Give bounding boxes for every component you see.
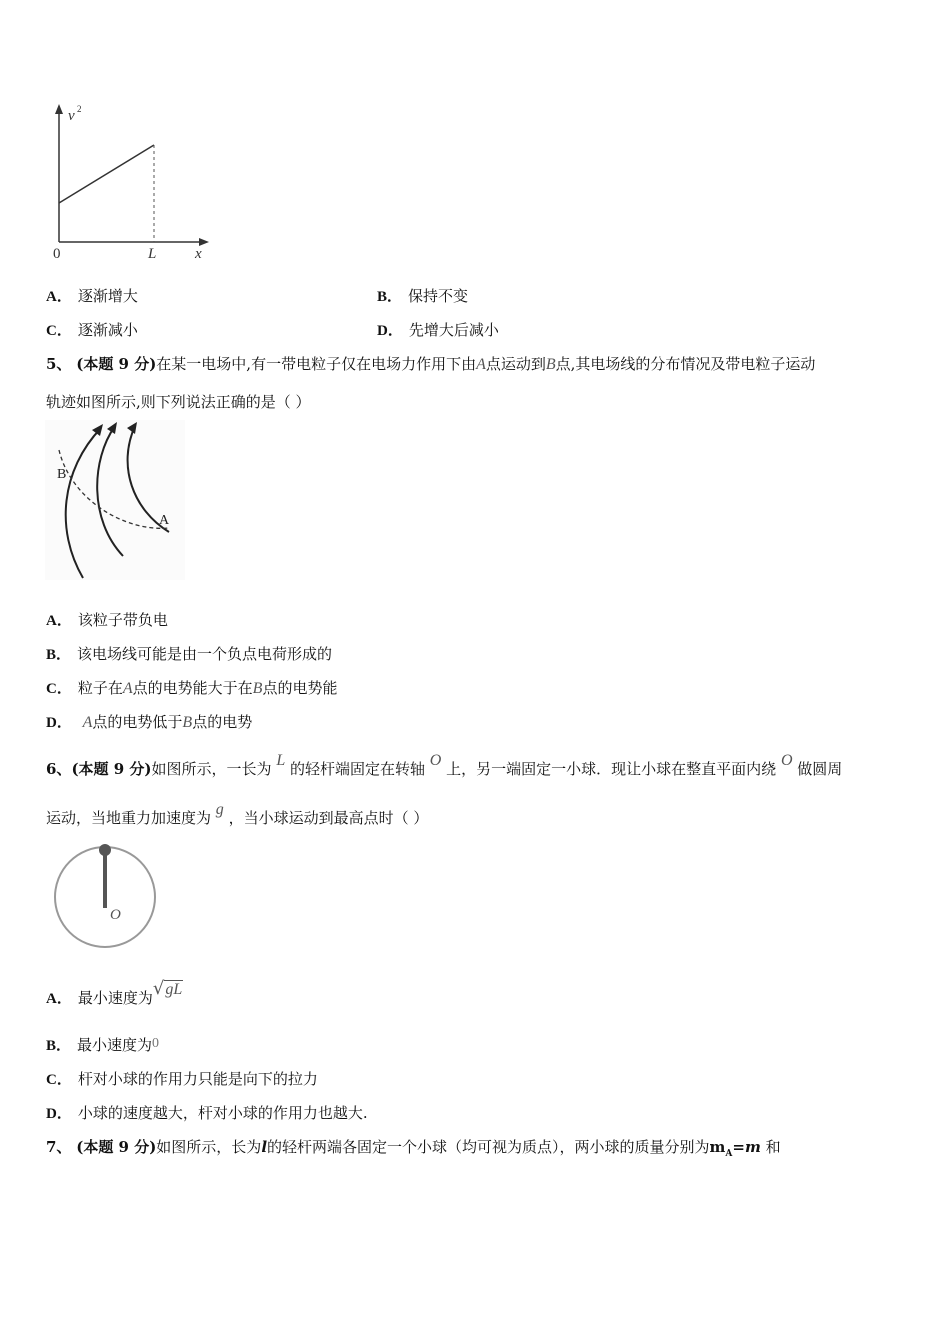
option-text: 小球的速度越大，杆对小球的作用力也越大. <box>77 1104 368 1122</box>
q7-stem-text: 和 <box>760 1138 781 1156</box>
point-a-label: A <box>159 513 170 528</box>
q5-stem-text: 在某一电场中,有一带电粒子仅在电场力作用下由 <box>156 355 477 373</box>
q7-score: (本题 9 分) <box>76 1138 157 1156</box>
formula-gl: gL <box>165 981 183 998</box>
option-letter: C． <box>46 681 72 697</box>
var-a: A <box>122 680 133 697</box>
option-text: 点的电势能大于在 <box>132 679 253 697</box>
option-text: 该粒子带负电 <box>77 611 168 629</box>
q5-number: 5、 <box>46 355 72 373</box>
var-a: A <box>82 714 93 731</box>
mass-symbol: m <box>709 1138 726 1156</box>
var-o: O <box>429 752 442 769</box>
option-text: 先增大后减小 <box>408 321 499 339</box>
option-text: 点的电势能 <box>262 679 338 697</box>
q5-option-c[interactable] <box>46 678 337 699</box>
v2-line <box>59 145 154 203</box>
y-axis-arrow <box>55 104 63 114</box>
sqrt-sign: √ <box>152 978 165 999</box>
option-letter: A． <box>46 991 72 1007</box>
var-b: B <box>545 356 556 373</box>
x-axis-arrow <box>199 238 209 246</box>
x-mark-label: L <box>148 246 157 260</box>
q4-option-d[interactable] <box>377 320 499 341</box>
q5-stem-line2: 轨迹如图所示,则下列说法正确的是（ ） <box>46 393 311 411</box>
q5-option-a[interactable] <box>46 610 168 631</box>
q5-stem-text: 点运动到 <box>485 355 546 373</box>
sqrt-formula <box>153 980 183 998</box>
origin-label: 0 <box>53 246 61 260</box>
q6-option-b[interactable] <box>46 1035 159 1057</box>
option-letter: A． <box>46 289 72 305</box>
mass-subscript: A <box>725 1149 733 1159</box>
q5-option-d[interactable] <box>46 712 252 733</box>
var-g: g <box>215 801 224 818</box>
option-text: 逐渐减小 <box>77 321 138 339</box>
option-letter: B． <box>46 647 72 663</box>
option-letter: C． <box>46 1072 72 1088</box>
option-text: 逐渐增大 <box>77 287 138 305</box>
q6-stem-line1 <box>46 752 843 780</box>
option-letter: B． <box>46 1038 72 1054</box>
q5-stem-line1 <box>46 354 815 375</box>
v2-x-graph <box>44 100 219 260</box>
q6-score: (本题 9 分) <box>71 760 152 778</box>
q6-option-c[interactable] <box>46 1069 318 1090</box>
q6-stem-text: 的轻杆端固定在转轴 <box>290 760 426 778</box>
option-letter: D． <box>377 323 403 339</box>
y-axis-label-sup: 2 <box>77 104 82 114</box>
option-text: 最小速度为 <box>77 1036 153 1054</box>
q6-stem-text: 上，另一端固定一小球．现让小球在整直平面内绕 <box>446 760 777 778</box>
q4-option-a[interactable] <box>46 286 138 307</box>
equals-sign: = <box>732 1138 745 1156</box>
option-letter: C． <box>46 323 72 339</box>
q7-stem-text: 的轻杆两端各固定一个小球（均可视为质点），两小球的质量分别为 <box>267 1138 710 1156</box>
var-l: L <box>276 752 286 769</box>
q7-stem-text: 如图所示，长为 <box>156 1138 262 1156</box>
var-a: A <box>476 356 486 373</box>
var-b: B <box>252 680 263 697</box>
q4-option-b[interactable] <box>377 286 468 307</box>
q6-stem-text: 运动，当地重力加速度为 <box>46 809 212 827</box>
q6-option-a[interactable] <box>46 978 183 1009</box>
q4-option-c[interactable] <box>46 320 138 341</box>
option-text: 杆对小球的作用力只能是向下的拉力 <box>77 1070 318 1088</box>
q5-stem-text: 点,其电场线的分布情况及带电粒子运动 <box>555 355 816 373</box>
q5-option-b[interactable] <box>46 644 332 665</box>
mass-value: m <box>744 1138 761 1156</box>
q7-stem-line1 <box>46 1137 781 1164</box>
option-text: 点的电势低于 <box>92 713 183 731</box>
point-b-label: B <box>57 467 67 482</box>
axis-o-label: O <box>110 907 121 923</box>
var-b: B <box>182 714 193 731</box>
q6-number: 6、 <box>46 760 72 778</box>
q7-number: 7、 <box>46 1138 72 1156</box>
q6-stem-line2 <box>46 801 429 829</box>
option-letter: D． <box>46 1106 72 1122</box>
circular-motion-figure <box>50 840 160 955</box>
option-text: 点的电势 <box>192 713 253 731</box>
var-l: l <box>261 1138 268 1156</box>
option-text: 粒子在 <box>77 679 123 697</box>
electric-field-figure <box>45 420 185 580</box>
option-text: 保持不变 <box>408 287 469 305</box>
x-axis-label: x <box>195 246 202 260</box>
option-letter: B． <box>377 289 403 305</box>
q6-option-d[interactable] <box>46 1103 368 1124</box>
q6-stem-text: 做圆周 <box>797 760 843 778</box>
var-o: O <box>780 752 793 769</box>
option-text: 最小速度为 <box>77 989 153 1007</box>
q6-stem-text: 如图所示，一长为 <box>151 760 272 778</box>
y-axis-label: v <box>68 108 75 124</box>
option-text: 该电场线可能是由一个负点电荷形成的 <box>77 645 333 663</box>
q5-score: (本题 9 分) <box>76 355 157 373</box>
value-zero: 0 <box>152 1036 160 1051</box>
option-letter: A． <box>46 613 72 629</box>
option-letter: D． <box>46 715 72 731</box>
small-ball <box>99 844 111 856</box>
q6-stem-text: ，当小球运动到最高点时（ ） <box>228 809 429 827</box>
